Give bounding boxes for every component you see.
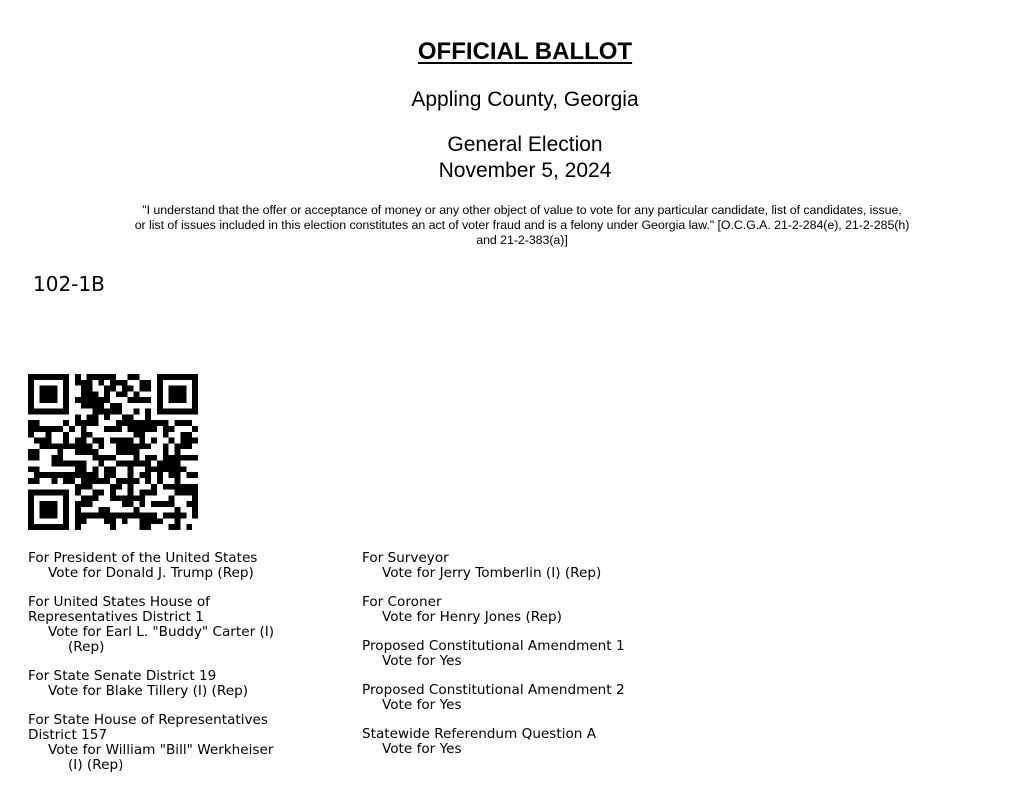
contest-office: For Surveyor <box>362 550 449 566</box>
contest-selection: Vote for Jerry Tomberlin (I) (Rep) <box>382 565 602 581</box>
contest-office: Proposed Constitutional Amendment 1 <box>362 638 625 654</box>
contest-surveyor <box>362 551 682 581</box>
contest-president <box>28 551 318 581</box>
contest-state-house <box>28 713 318 773</box>
contest-selection: Vote for Yes <box>382 697 462 713</box>
contest-office-line-1: For State House of Representatives <box>28 712 269 728</box>
contest-selection-line-2: (I) (Rep) <box>68 757 124 773</box>
contest-selection: Vote for Blake Tillery (I) (Rep) <box>48 683 248 699</box>
notice-line-3: and 21-2-383(a)] <box>476 233 568 247</box>
contest-selection: Vote for Yes <box>382 741 462 757</box>
contest-selection-line-2: (Rep) <box>68 639 105 655</box>
contest-us-house <box>28 595 318 655</box>
contest-amendment-1 <box>362 639 682 669</box>
notice-line-1: "I understand that the offer or acceptance of money or any other object of value to vote for any particular candidate, list of candidates, issue, <box>142 203 902 217</box>
contest-state-senate <box>28 669 318 699</box>
election-type: General Election <box>447 133 603 156</box>
notice-line-2: or list of issues included in this election constitutes an act of voter fraud and is a felony under Georgia law." [O.C.G.A. 21-2-284(e), 21-2-285(h) <box>134 218 910 232</box>
contest-selection-line-1: Vote for Earl L. "Buddy" Carter (I) <box>48 624 275 640</box>
qr-code <box>28 374 198 530</box>
contest-office-line-2: District 157 <box>28 727 108 743</box>
precinct-code: 102-1B <box>33 272 105 296</box>
contest-office: Statewide Referendum Question A <box>362 726 597 742</box>
contest-amendment-2 <box>362 683 682 713</box>
ballot-title-text: OFFICIAL BALLOT <box>417 38 633 65</box>
contest-selection-line-1: Vote for William "Bill" Werkheiser <box>48 742 274 758</box>
contest-office: For President of the United States <box>28 550 258 566</box>
contest-office-line-1: For United States House of <box>28 594 210 610</box>
contest-referendum-a <box>362 727 682 757</box>
election-date: November 5, 2024 <box>438 159 612 182</box>
contest-selection: Vote for Henry Jones (Rep) <box>382 609 562 625</box>
county-name: Appling County, Georgia <box>411 88 639 111</box>
contest-selection: Vote for Donald J. Trump (Rep) <box>48 565 254 581</box>
contest-office: For Coroner <box>362 594 442 610</box>
voter-fraud-notice <box>22 203 1022 248</box>
contests-column-right <box>362 551 682 771</box>
ballot-title <box>0 38 1024 66</box>
contest-office: Proposed Constitutional Amendment 2 <box>362 682 625 698</box>
contests-column-left <box>28 551 318 787</box>
election-info <box>0 132 1024 184</box>
contest-coroner <box>362 595 682 625</box>
contest-office: For State Senate District 19 <box>28 668 217 684</box>
contest-office-line-2: Representatives District 1 <box>28 609 204 625</box>
contest-selection: Vote for Yes <box>382 653 462 669</box>
